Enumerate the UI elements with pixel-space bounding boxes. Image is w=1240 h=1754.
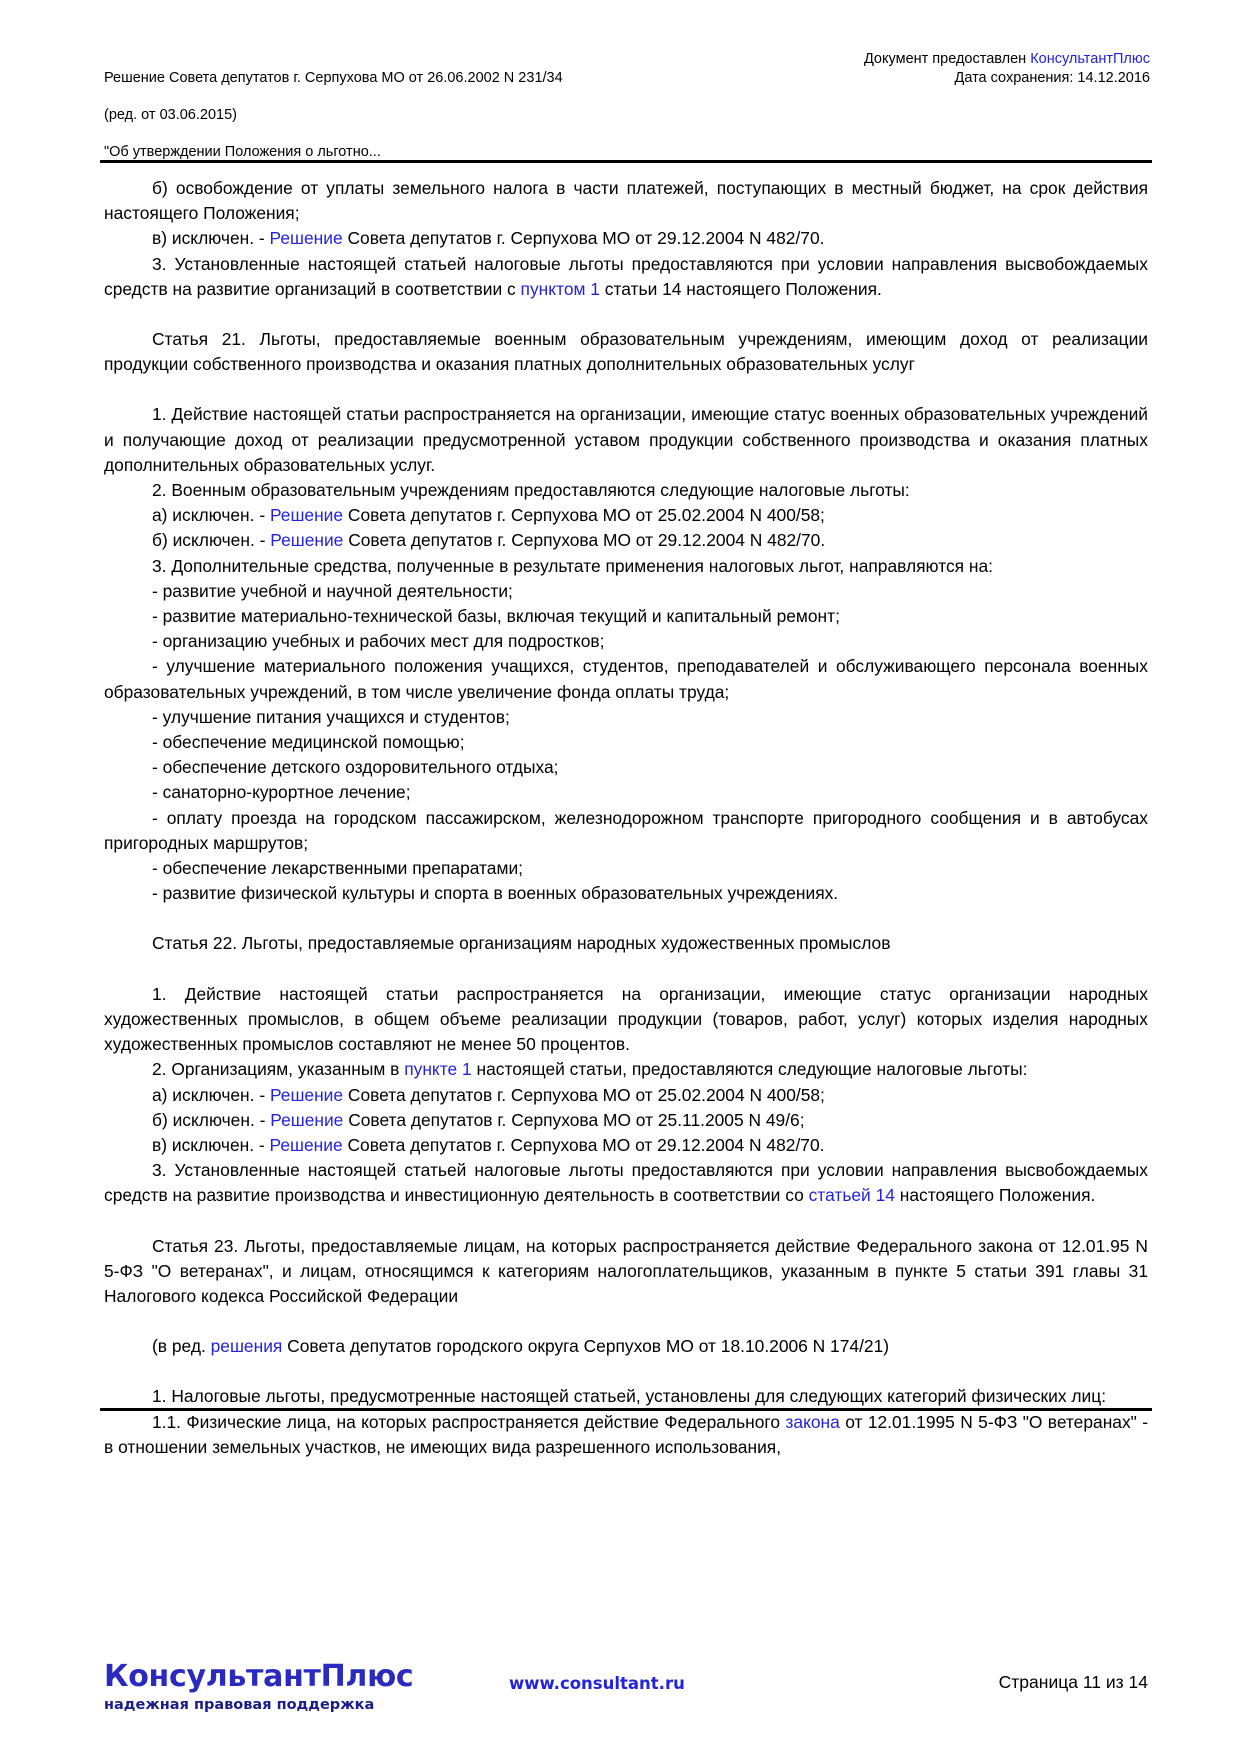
paragraph-text: в) исключен. - — [152, 1134, 270, 1155]
paragraph-text: настоящей статьи, предоставляются следующие налоговые льготы: — [471, 1059, 1028, 1080]
document-body — [104, 176, 1148, 1460]
decision-link[interactable]: Решение — [269, 505, 344, 526]
consultant-website-link[interactable]: www.consultant.ru — [509, 1674, 685, 1693]
article-21-heading: Статья 21. Льготы, предоставляемые военным образовательным учреждениям, имеющим доход от реализации продукции собственного производства и оказания платных дополнительных образовательных услуг — [104, 329, 1148, 375]
item-1-link[interactable]: пункте 1 — [404, 1059, 472, 1080]
list-item: - организацию учебных и рабочих мест для подростков; — [152, 631, 605, 652]
document-title-line-2: (ред. от 03.06.2015) — [104, 106, 237, 123]
paragraph-b-exemption — [104, 176, 1148, 226]
list-item: - улучшение материального положения учащихся, студентов, преподавателей и обслуживающего персонала военных образовательных учреждений, в том числе увеличение фонда оплаты труда; — [104, 656, 1148, 702]
article-23-revision-note — [104, 1334, 1148, 1359]
list-item: - обеспечение лекарственными препаратами; — [152, 858, 523, 879]
page-footer — [104, 1660, 1148, 1740]
paragraph-text: Совета депутатов г. Серпухова МО от 25.02.2004 N 400/58; — [343, 505, 825, 526]
article-21-item-b — [104, 528, 1148, 553]
provided-by-line — [864, 50, 1150, 69]
article-22-paragraph-3 — [104, 1158, 1148, 1208]
article-21-paragraph-2: 2. Военным образовательным учреждениям предоставляются следующие налоговые льготы: — [152, 480, 910, 501]
document-provider-block — [864, 50, 1150, 87]
item-1-link[interactable]: пунктом 1 — [520, 278, 600, 299]
decision-link[interactable]: решения — [210, 1336, 283, 1357]
article-22-item-v — [104, 1133, 1148, 1158]
paragraph-text: от 12.01.1995 N 5-ФЗ "О ветеранах" - в отношении земельных участков, не имеющих вида разрешенного использования, — [104, 1411, 1149, 1457]
paragraph-text: Совета депутатов г. Серпухова МО от 25.11.2005 N 49/6; — [343, 1109, 805, 1130]
decision-link[interactable]: Решение — [270, 1109, 344, 1130]
paragraph-text: Совета депутатов г. Серпухова МО от 29.12.2004 N 482/70. — [342, 228, 825, 249]
paragraph-v-excluded-1 — [104, 226, 1148, 251]
document-title-line-3: "Об утверждении Положения о льготно... — [104, 143, 381, 160]
decision-link[interactable]: Решение — [269, 1084, 344, 1105]
article-22-heading: Статья 22. Льготы, предоставляемые организациям народных художественных промыслов — [152, 933, 891, 954]
page-number: Страница 11 из 14 — [998, 1672, 1148, 1692]
article-23-paragraph-1: 1. Налоговые льготы, предусмотренные настоящей статьей, установлены для следующих категорий физических лиц: — [152, 1386, 1107, 1407]
logo-tagline: надежная правовая поддержка — [104, 1697, 375, 1713]
paragraph-text: Совета депутатов г. Серпухова МО от 25.02.2004 N 400/58; — [343, 1084, 825, 1105]
article-22-item-b — [104, 1108, 1148, 1133]
article-22-paragraph-1: 1. Действие настоящей статьи распространяется на организации, имеющие статус организации народных художественных промыслов, в общем объеме реализации продукции (товаров, работ, услуг) которых изделия народных художественных промыслов составляют не менее 50 процентов. — [104, 983, 1148, 1055]
decision-link[interactable]: Решение — [269, 1134, 343, 1155]
paragraph-text: Совета депутатов городского округа Серпухов МО от 18.10.2006 N 174/21) — [282, 1336, 890, 1357]
paragraph-text: статьи 14 настоящего Положения. — [599, 278, 882, 299]
article-22-paragraph-2 — [104, 1057, 1148, 1082]
header-divider — [100, 160, 1152, 163]
paragraph-text: (в ред. — [152, 1336, 211, 1357]
paragraph-3-conditions — [104, 252, 1148, 302]
list-item: - оплату проезда на городском пассажирском, железнодорожном транспорте пригородного сообщения и в автобусах пригородных маршрутов; — [104, 807, 1148, 853]
decision-link[interactable]: Решение — [270, 530, 344, 551]
decision-link[interactable]: Решение — [269, 228, 343, 249]
list-item: - развитие физической культуры и спорта в военных образовательных учреждениях. — [152, 883, 839, 904]
paragraph-text: Совета депутатов г. Серпухова МО от 29.12.2004 N 482/70. — [343, 530, 826, 551]
paragraph-text: а) исключен. - — [152, 505, 270, 526]
provided-by-label: Документ предоставлен — [863, 51, 1031, 67]
paragraph-text: 1.1. Физические лица, на которых распространяется действие Федерального — [152, 1411, 786, 1432]
paragraph-text: б) освобождение от уплаты земельного налога в части платежей, поступающих в местный бюджет, на срок действия настоящего Положения; — [104, 178, 1148, 224]
article-21-paragraph-1: 1. Действие настоящей статьи распространяется на организации, имеющие статус военных образовательных учреждений и получающие доход от реализации предусмотренной уставом продукции собственного производства и оказания платных дополнительных образовательных услуг. — [104, 404, 1148, 475]
consultantplus-logo — [104, 1660, 413, 1714]
paragraph-text: 3. Установленные настоящей статьей налоговые льготы предоставляются при условии направления высвобождаемых средств на развитие организаций в соответствии с — [104, 253, 1148, 299]
article-14-link[interactable]: статьей 14 — [808, 1185, 895, 1206]
document-title-line-1: Решение Совета депутатов г. Серпухова МО от 26.06.2002 N 231/34 — [104, 69, 563, 86]
list-item: - санаторно-курортное лечение; — [152, 782, 411, 803]
paragraph-text: 2. Организациям, указанным в — [152, 1059, 405, 1080]
article-21-paragraph-3: 3. Дополнительные средства, полученные в результате применения налоговых льгот, направляются на: — [152, 555, 994, 576]
paragraph-text: настоящего Положения. — [894, 1185, 1096, 1206]
footer-divider — [100, 1408, 1152, 1411]
paragraph-text: в) исключен. - — [152, 228, 270, 249]
consultantplus-link[interactable]: КонсультантПлюс — [1030, 51, 1150, 67]
paragraph-text: 3. Установленные настоящей статьей налоговые льготы предоставляются при условии направления высвобождаемых средств на развитие производства и инвестиционную деятельность в соответствии со — [104, 1160, 1148, 1206]
list-item: - улучшение питания учащихся и студентов; — [152, 706, 510, 727]
federal-law-link[interactable]: закона — [785, 1411, 840, 1432]
saved-date: Дата сохранения: 14.12.2016 — [954, 69, 1150, 86]
list-item: - обеспечение медицинской помощью; — [152, 732, 465, 753]
list-item: - развитие учебной и научной деятельности; — [152, 580, 513, 601]
article-23-heading: Статья 23. Льготы, предоставляемые лицам, на которых распространяется действие Федерального закона от 12.01.95 N 5-ФЗ "О ветеранах", и лицам, относящимся к категориям налогоплательщиков, указанным в пункте 5 статьи 391 главы 31 Налогового кодекса Российской Федерации — [104, 1235, 1148, 1306]
logo-brand-text: КонсультантПлюс — [104, 1659, 414, 1694]
paragraph-text: Совета депутатов г. Серпухова МО от 29.12.2004 N 482/70. — [342, 1134, 825, 1155]
article-23-paragraph-1-1 — [104, 1410, 1148, 1460]
list-item: - развитие материально-технической базы, включая текущий и капитальный ремонт; — [152, 606, 840, 627]
paragraph-text: б) исключен. - — [152, 1109, 271, 1130]
list-item: - обеспечение детского оздоровительного отдыха; — [152, 757, 559, 778]
article-22-item-a — [104, 1083, 1148, 1108]
paragraph-text: б) исключен. - — [152, 530, 271, 551]
article-21-item-a — [104, 503, 1148, 528]
paragraph-text: а) исключен. - — [152, 1084, 270, 1105]
